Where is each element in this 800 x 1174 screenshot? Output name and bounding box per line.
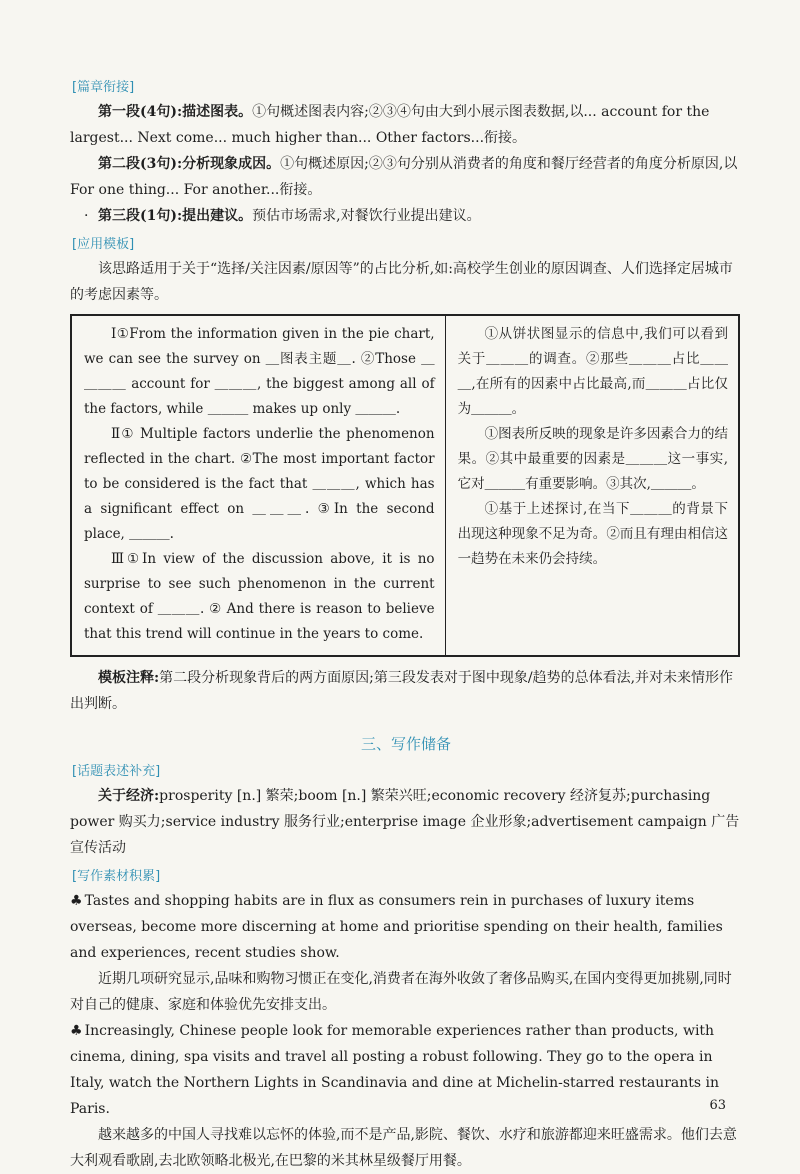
paragraph-3-heading: 第三段(1句):提出建议。 <box>98 208 253 224</box>
template-english-para-2: Ⅱ① Multiple factors underlie the phenomenon reflected in the chart. ②The most important factor to be considered is the fact that ＿＿＿, which has a significant effect on ＿＿＿. ③In the second place, ＿＿＿. <box>84 426 435 542</box>
paragraph-1-heading: 第一段(4句):描述图表。 <box>98 104 253 120</box>
paragraph-2-heading: 第二段(3句):分析现象成因。 <box>98 156 281 172</box>
material-2-english <box>70 1018 742 1122</box>
template-chinese-column <box>445 315 739 656</box>
club-icon: ♣ <box>70 1023 83 1039</box>
template-english-column <box>71 315 445 656</box>
paragraph-1-body: ①句概述图表内容;②③④句由大到小展示图表数据,以... account for the largest... Next come... much higher than... Other factors...衔接。 <box>70 104 710 146</box>
material-2-english-text: Increasingly, Chinese people look for memorable experiences rather than products, with cinema, dining, spa visits and travel all posting a robust following. They go to the opera in Italy, watch the Northern Lights in Scandinavia and dine at Michelin-starred restaurants in Paris. <box>70 1023 720 1117</box>
topic-heading: 关于经济: <box>98 788 160 804</box>
template-table <box>70 314 740 657</box>
section-tag-template: [应用模板] <box>72 237 135 252</box>
club-icon: ♣ <box>70 893 83 909</box>
template-note-body: 第二段分析现象背后的两方面原因;第三段发表对于图中现象/趋势的总体看法,并对未来情形作出判断。 <box>70 670 734 712</box>
page-number: 63 <box>709 1098 726 1113</box>
template-note <box>70 665 742 717</box>
paragraph-3-note <box>70 203 742 229</box>
topic-expressions <box>70 783 742 861</box>
template-intro: 该思路适用于关于“选择/关注因素/原因等”的占比分析,如:高校学生创业的原因调查、人们选择定居城市的考虑因素等。 <box>70 261 733 303</box>
template-english-para-1: Ⅰ①From the information given in the pie chart, we can see the survey on ＿图表主题＿. ②Those ＿＿＿＿ account for ＿＿＿, the biggest among all of the factors, while ＿＿＿ makes up only ＿＿＿. <box>84 326 435 417</box>
section-tag-material: [写作素材积累] <box>72 869 161 884</box>
paragraph-2-note <box>70 151 742 203</box>
page-content <box>70 72 742 1174</box>
template-chinese-para-2: ①图表所反映的现象是许多因素合力的结果。②其中最重要的因素是＿＿＿这一事实,它对＿＿＿有重要影响。③其次,＿＿＿。 <box>457 426 728 492</box>
section-tag-connection: [篇章衔接] <box>72 80 135 95</box>
material-1-english-text: Tastes and shopping habits are in flux as consumers rein in purchases of luxury items overseas, become more discerning at home and prioritise spending on their health, families and experiences, recent studies show. <box>70 893 723 961</box>
paragraph-2-body: ①句概述原因;②③句分别从消费者的角度和餐厅经营者的角度分析原因,以 For one thing... For another...衔接。 <box>70 156 738 198</box>
section-tag-topic: [话题表述补充] <box>72 764 161 779</box>
material-2-chinese: 越来越多的中国人寻找难以忘怀的体验,而不是产品,影院、餐饮、水疗和旅游都迎来旺盛需求。他们去意大利观看歌剧,去北欧领略北极光,在巴黎的米其林星级餐厅用餐。 <box>70 1127 737 1169</box>
stray-dot: · <box>84 208 89 224</box>
template-note-heading: 模板注释: <box>98 670 160 686</box>
section-3-title: 三、写作储备 <box>360 735 451 753</box>
template-english-para-3: Ⅲ①In view of the discussion above, it is no surprise to see such phenomenon in the current context of ＿＿＿. ② And there is reason to believe that this trend will continue in the years to come. <box>84 551 435 642</box>
template-chinese-para-3: ①基于上述探讨,在当下＿＿＿的背景下出现这种现象不足为奇。②而且有理由相信这一趋势在未来仍会持续。 <box>457 501 728 567</box>
paragraph-1-note <box>70 99 742 151</box>
paragraph-3-body: 预估市场需求,对餐饮行业提出建议。 <box>252 208 481 224</box>
topic-body: prosperity [n.] 繁荣;boom [n.] 繁荣兴旺;economic recovery 经济复苏;purchasing power 购买力;service industry 服务行业;enterprise image 企业形象;advertisement campaign 广告宣传活动 <box>70 788 740 856</box>
material-1-chinese: 近期几项研究显示,品味和购物习惯正在变化,消费者在海外收敛了奢侈品购买,在国内变得更加挑剔,同时对自己的健康、家庭和体验优先安排支出。 <box>70 971 732 1013</box>
template-chinese-para-1: ①从饼状图显示的信息中,我们可以看到关于＿＿＿的调查。②那些＿＿＿占比＿＿＿,在所有的因素中占比最高,而＿＿＿占比仅为＿＿＿。 <box>457 326 728 417</box>
material-1-english <box>70 888 742 966</box>
